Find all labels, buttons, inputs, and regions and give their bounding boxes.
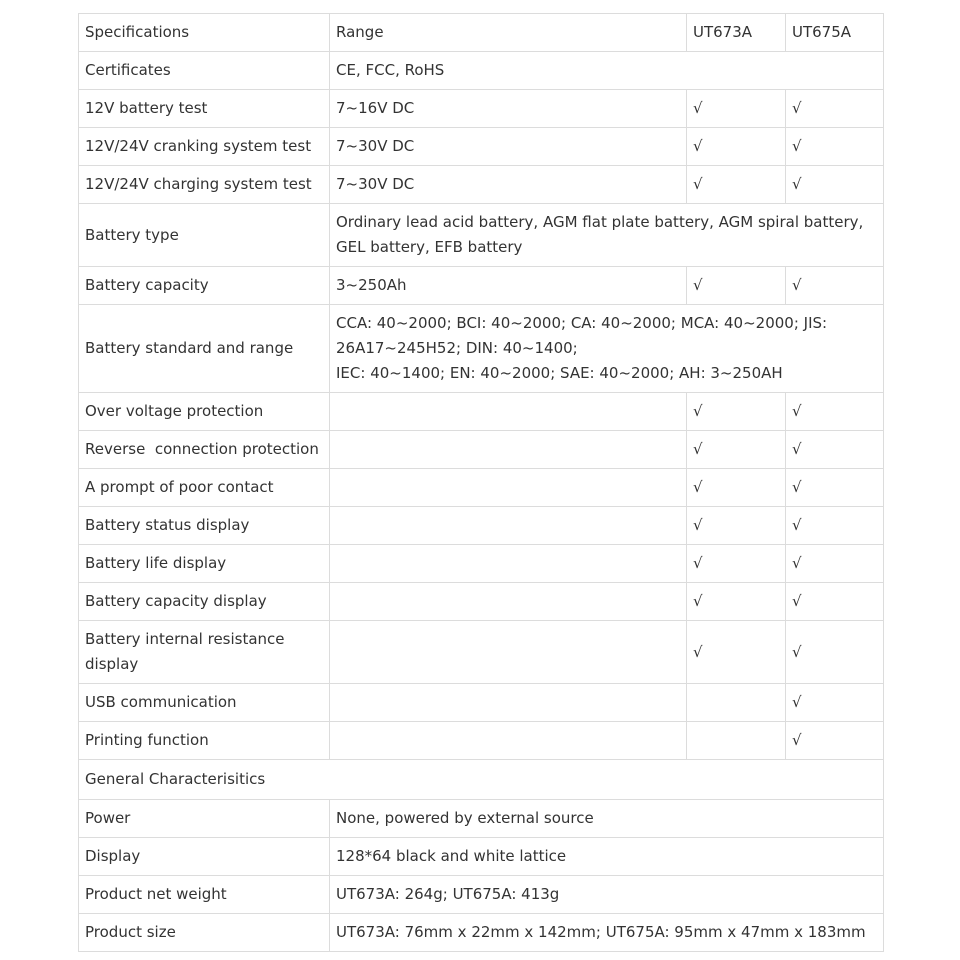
ut675a-check: √ <box>786 128 884 166</box>
spec-range: CE, FCC, RoHS <box>330 52 884 90</box>
spec-name: Battery type <box>79 204 330 267</box>
spec-name: Battery life display <box>79 545 330 583</box>
spec-value: UT673A: 264g; UT675A: 413g <box>330 876 884 914</box>
ut673a-check: √ <box>687 90 786 128</box>
ut675a-check: √ <box>786 393 884 431</box>
table-row <box>79 583 884 621</box>
table-row <box>79 166 884 204</box>
spec-name: Battery capacity <box>79 267 330 305</box>
general-heading-row <box>79 760 884 800</box>
spec-range <box>330 469 687 507</box>
ut675a-check: √ <box>786 469 884 507</box>
table-row <box>79 545 884 583</box>
spec-name: 12V battery test <box>79 90 330 128</box>
spec-name: Product size <box>79 914 330 952</box>
ut673a-check: √ <box>687 507 786 545</box>
spec-name: 12V/24V charging system test <box>79 166 330 204</box>
table-row <box>79 90 884 128</box>
general-characteristics-heading: General Characterisitics <box>79 760 884 800</box>
table-header-row <box>79 14 884 52</box>
table-row <box>79 507 884 545</box>
range-line: IEC: 40~1400; EN: 40~2000; SAE: 40~2000; AH: 3~250AH <box>336 364 783 382</box>
header-ut675a: UT675A <box>786 14 884 52</box>
ut673a-check: √ <box>687 583 786 621</box>
spec-range <box>330 507 687 545</box>
range-line: 26A17~245H52; DIN: 40~1400; <box>336 339 578 357</box>
ut675a-check: √ <box>786 545 884 583</box>
spec-name: Certificates <box>79 52 330 90</box>
specifications-table <box>78 13 884 952</box>
ut675a-check: √ <box>786 90 884 128</box>
table-row <box>79 393 884 431</box>
spec-name: Printing function <box>79 722 330 760</box>
spec-value: UT673A: 76mm x 22mm x 142mm; UT675A: 95mm x 47mm x 183mm <box>330 914 884 952</box>
ut675a-check: √ <box>786 267 884 305</box>
table-row <box>79 204 884 267</box>
spec-name: Battery capacity display <box>79 583 330 621</box>
ut675a-check: √ <box>786 166 884 204</box>
spec-name: Product net weight <box>79 876 330 914</box>
ut675a-check: √ <box>786 722 884 760</box>
table-row <box>79 800 884 838</box>
ut673a-check: √ <box>687 469 786 507</box>
ut673a-check: √ <box>687 267 786 305</box>
spec-range <box>330 305 884 393</box>
table-row <box>79 684 884 722</box>
table-row <box>79 838 884 876</box>
ut673a-check <box>687 684 786 722</box>
spec-value: 128*64 black and white lattice <box>330 838 884 876</box>
spec-name: Battery internal resistance display <box>79 621 330 684</box>
table-row <box>79 469 884 507</box>
ut673a-check: √ <box>687 166 786 204</box>
ut673a-check: √ <box>687 545 786 583</box>
ut675a-check: √ <box>786 507 884 545</box>
spec-range <box>330 431 687 469</box>
ut673a-check <box>687 722 786 760</box>
table-row <box>79 431 884 469</box>
table-row <box>79 722 884 760</box>
spec-range: 7~30V DC <box>330 166 687 204</box>
table-row <box>79 305 884 393</box>
table-row <box>79 52 884 90</box>
ut675a-check: √ <box>786 583 884 621</box>
spec-range <box>330 583 687 621</box>
spec-range: Ordinary lead acid battery, AGM flat plate battery, AGM spiral battery, GEL battery, EFB battery <box>330 204 884 267</box>
table-row <box>79 267 884 305</box>
spec-range <box>330 684 687 722</box>
spec-name: Reverse connection protection <box>79 431 330 469</box>
ut673a-check: √ <box>687 431 786 469</box>
header-ut673a: UT673A <box>687 14 786 52</box>
spec-range: 7~16V DC <box>330 90 687 128</box>
ut675a-check: √ <box>786 684 884 722</box>
spec-name: Battery status display <box>79 507 330 545</box>
spec-name: A prompt of poor contact <box>79 469 330 507</box>
table-row <box>79 621 884 684</box>
spec-name: 12V/24V cranking system test <box>79 128 330 166</box>
spec-value: None, powered by external source <box>330 800 884 838</box>
spec-range <box>330 545 687 583</box>
ut673a-check: √ <box>687 393 786 431</box>
spec-name: Display <box>79 838 330 876</box>
header-range: Range <box>330 14 687 52</box>
ut673a-check: √ <box>687 621 786 684</box>
ut675a-check: √ <box>786 621 884 684</box>
spec-name: Over voltage protection <box>79 393 330 431</box>
spec-range: 7~30V DC <box>330 128 687 166</box>
spec-range <box>330 393 687 431</box>
ut675a-check: √ <box>786 431 884 469</box>
ut673a-check: √ <box>687 128 786 166</box>
spec-range: 3~250Ah <box>330 267 687 305</box>
table-row <box>79 914 884 952</box>
spec-range <box>330 722 687 760</box>
spec-name: Power <box>79 800 330 838</box>
range-line: CCA: 40~2000; BCI: 40~2000; CA: 40~2000; MCA: 40~2000; JIS: <box>336 314 828 332</box>
spec-name: USB communication <box>79 684 330 722</box>
spec-name: Battery standard and range <box>79 305 330 393</box>
header-specifications: Specifications <box>79 14 330 52</box>
table-row <box>79 128 884 166</box>
spec-range <box>330 621 687 684</box>
table-row <box>79 876 884 914</box>
